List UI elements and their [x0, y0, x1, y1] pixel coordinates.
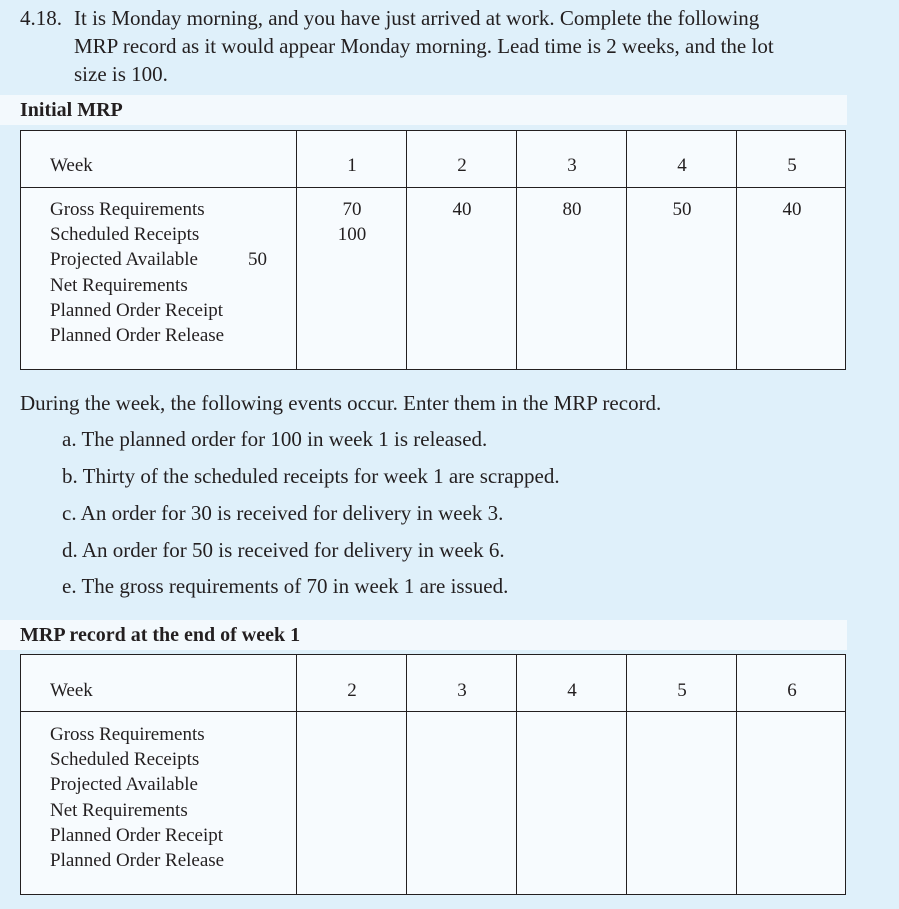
- week-header: 5: [787, 155, 797, 176]
- on-hand-value: 50: [248, 249, 267, 271]
- gross-value: 40: [452, 199, 472, 220]
- initial-mrp-table: [20, 130, 846, 370]
- week-header: 4: [567, 680, 577, 701]
- event-item: c. An order for 30 is received for delivery in week 3.: [62, 501, 504, 525]
- gross-value: 40: [782, 199, 802, 220]
- row-label-gross: Gross Requirements: [50, 199, 205, 220]
- problem-line-1: It is Monday morning, and you have just arrived at work. Complete the following: [74, 6, 760, 30]
- row-label-gross: Gross Requirements: [50, 724, 205, 745]
- end-mrp-table: [20, 654, 846, 895]
- week-header: 1: [347, 155, 357, 176]
- problem-number: 4.18.: [20, 6, 62, 30]
- problem-line-3: size is 100.: [74, 62, 168, 86]
- week-header: 4: [677, 155, 687, 176]
- end-mrp-title: MRP record at the end of week 1: [0, 620, 847, 650]
- event-item: b. Thirty of the scheduled receipts for week 1 are scrapped.: [62, 464, 560, 488]
- row-labels: [50, 722, 224, 873]
- row-label-receipt: Planned Order Receipt: [50, 824, 224, 846]
- row-label-release: Planned Order Release: [50, 850, 225, 872]
- scheduled-receipt-value: 100: [337, 224, 367, 246]
- row-label-receipt: Planned Order Receipt: [50, 299, 224, 321]
- row-label-net: Net Requirements: [50, 799, 188, 821]
- problem-line-2: MRP record as it would appear Monday morning. Lead time is 2 weeks, and the lot: [74, 34, 774, 58]
- problem-statement: [20, 4, 850, 88]
- event-item: d. An order for 50 is received for delivery in week 6.: [62, 538, 505, 562]
- week-header: 3: [457, 680, 467, 701]
- row-label-projected: Projected Available: [50, 774, 198, 796]
- events-intro: During the week, the following events occur. Enter them in the MRP record.: [20, 391, 662, 415]
- week-header: 6: [787, 680, 797, 701]
- row-label-scheduled: Scheduled Receipts: [50, 749, 200, 771]
- row-labels: [50, 197, 224, 348]
- week-header: 5: [677, 680, 687, 701]
- row-label-release: Planned Order Release: [50, 325, 225, 347]
- event-item: a. The planned order for 100 in week 1 is released.: [62, 427, 488, 451]
- week-label: Week: [50, 155, 93, 176]
- row-label-projected: Projected Available: [50, 249, 198, 271]
- gross-value: 80: [562, 199, 582, 220]
- initial-mrp-title: Initial MRP: [0, 95, 847, 125]
- week-label: Week: [50, 680, 93, 701]
- row-label-net: Net Requirements: [50, 274, 188, 296]
- gross-value: 70: [342, 199, 362, 220]
- gross-value: 50: [672, 199, 692, 220]
- event-item: e. The gross requirements of 70 in week 1 are issued.: [62, 574, 509, 598]
- week-header: 3: [567, 155, 577, 176]
- row-label-scheduled: Scheduled Receipts: [50, 224, 200, 246]
- week-header: 2: [457, 155, 467, 176]
- week-header: 2: [347, 680, 357, 701]
